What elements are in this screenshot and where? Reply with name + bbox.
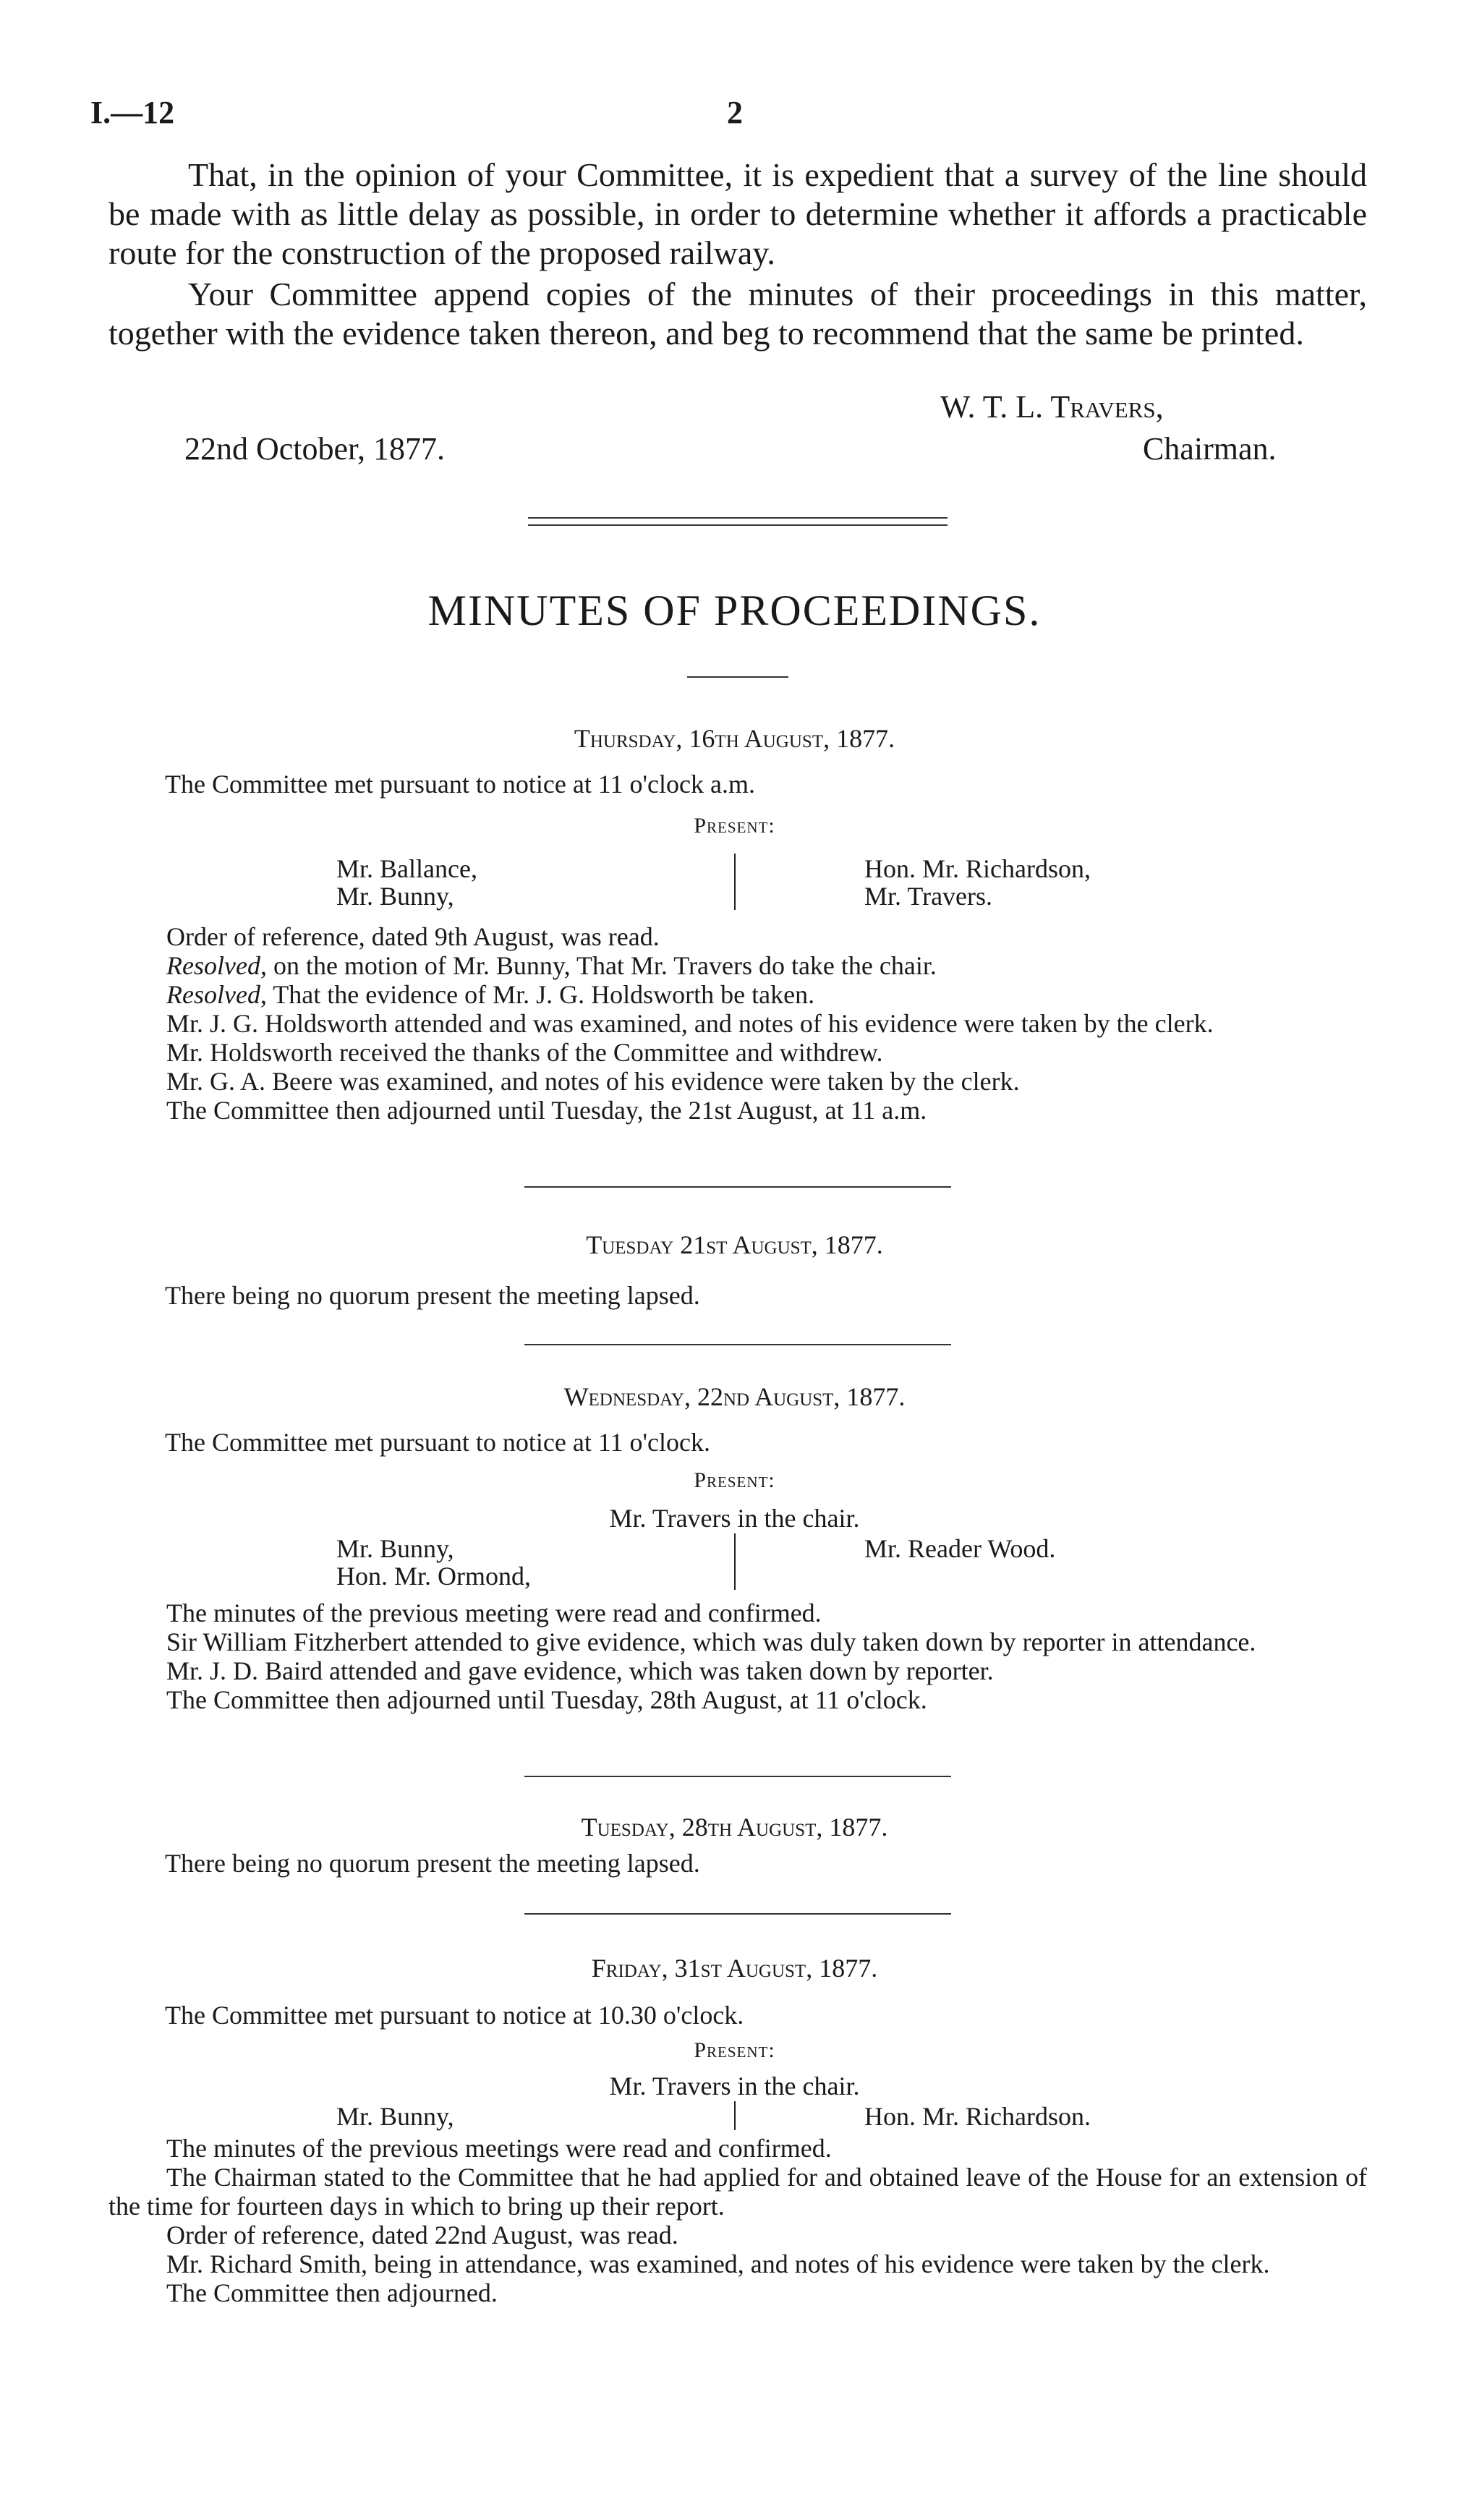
meeting-4-date: Tuesday, 28th August, 1877. [581,1813,888,1842]
member: Mr. Travers. [864,882,993,911]
page-number: 2 [727,95,743,130]
member: Mr. Bunny, [336,2102,454,2131]
member: Mr. Bunny, [336,882,454,911]
meeting-3-chair: Mr. Travers in the chair. [609,1504,860,1533]
member: Hon. Mr. Richardson. [864,2102,1091,2131]
meeting-3-minutes [108,1599,1367,1714]
meeting-5-date: Friday, 31st August, 1877. [591,1954,878,1983]
minute-line: Order of reference, dated 9th August, was read. [166,922,660,951]
minute-line: The Committee then adjourned until Tuesday, the 21st August, at 11 a.m. [166,1096,927,1125]
meeting-3-opening: The Committee met pursuant to notice at 11 o'clock. [165,1428,710,1457]
minute-line: Mr. Richard Smith, being in attendance, was examined, and notes of his evidence were taken by the clerk. [166,2249,1270,2278]
minute-line: The Committee then adjourned. [166,2278,498,2307]
meeting-1-opening: The Committee met pursuant to notice at 11 o'clock a.m. [165,770,755,799]
signatory-title: Chairman. [1143,431,1277,467]
report-paragraph-2: Your Committee append copies of the minutes of their proceedings in this matter, together with the evidence taken thereon, and beg to recommend that the same be printed. [108,276,1367,352]
minute-line: The Chairman stated to the Committee that he had applied for and obtained leave of the House for an extension of the time for fourteen days in which to bring up their report. [108,2163,1367,2221]
minute-line: Mr. G. A. Beere was examined, and notes of his evidence were taken by the clerk. [166,1067,1020,1096]
minute-line: Resolved, That the evidence of Mr. J. G. Holdsworth be taken. [166,980,815,1009]
member: Mr. Reader Wood. [864,1534,1056,1563]
meeting-2-date: Tuesday 21st August, 1877. [586,1230,883,1259]
double-rule-divider [528,517,948,526]
minute-line: The Committee then adjourned until Tuesday, 28th August, at 11 o'clock. [166,1685,927,1714]
meeting-5-minutes [108,2134,1367,2307]
minute-line: Sir William Fitzherbert attended to give evidence, which was duly taken down by reporter in attendance. [166,1627,1256,1656]
meeting-1-present-label: Present: [694,814,775,838]
meeting-divider [524,1776,951,1777]
meeting-divider [524,1186,951,1188]
member: Mr. Bunny, [336,1534,454,1563]
signatory: W. T. L. Travers, [940,389,1164,425]
member-divider [734,1533,736,1590]
member: Hon. Mr. Ormond, [336,1562,531,1591]
minute-line: Mr. Holdsworth received the thanks of the Committee and withdrew. [166,1038,883,1067]
meeting-3-date: Wednesday, 22nd August, 1877. [563,1382,906,1411]
minute-line: Mr. J. D. Baird attended and gave evidence, which was taken down by reporter. [166,1656,994,1685]
member: Mr. Ballance, [336,854,477,883]
meeting-1-minutes [108,922,1367,1125]
minute-line: Order of reference, dated 22nd August, was read. [166,2221,678,2249]
report-date: 22nd October, 1877. [184,431,445,467]
meeting-3-present-label: Present: [694,1468,775,1492]
minute-line: Resolved, on the motion of Mr. Bunny, That Mr. Travers do take the chair. [166,951,937,980]
minute-line: Mr. J. G. Holdsworth attended and was examined, and notes of his evidence were taken by the clerk. [166,1009,1214,1038]
meeting-4-note: There being no quorum present the meeting lapsed. [165,1849,700,1878]
meeting-1-date: Thursday, 16th August, 1877. [574,724,895,753]
minute-line: The minutes of the previous meetings were read and confirmed. [166,2134,832,2163]
minutes-title: MINUTES OF PROCEEDINGS. [427,587,1042,634]
meeting-divider [524,1913,951,1915]
meeting-divider [524,1344,951,1345]
meeting-5-chair: Mr. Travers in the chair. [609,2072,860,2100]
member: Hon. Mr. Richardson, [864,854,1091,883]
report-paragraph-1: That, in the opinion of your Committee, it is expedient that a survey of the line should be made with as little delay as possible, in order to determine whether it affords a practicable route for the construction of the proposed railway. [108,156,1367,271]
member-divider [734,854,736,910]
meeting-2-note: There being no quorum present the meeting lapsed. [165,1281,700,1310]
meeting-5-opening: The Committee met pursuant to notice at 10.30 o'clock. [165,2001,744,2030]
member-divider [734,2101,736,2130]
meeting-5-present-label: Present: [694,2038,775,2062]
document-reference: I.—12 [90,95,175,130]
title-underline [687,676,788,678]
minute-line: The minutes of the previous meeting were read and confirmed. [166,1599,822,1627]
